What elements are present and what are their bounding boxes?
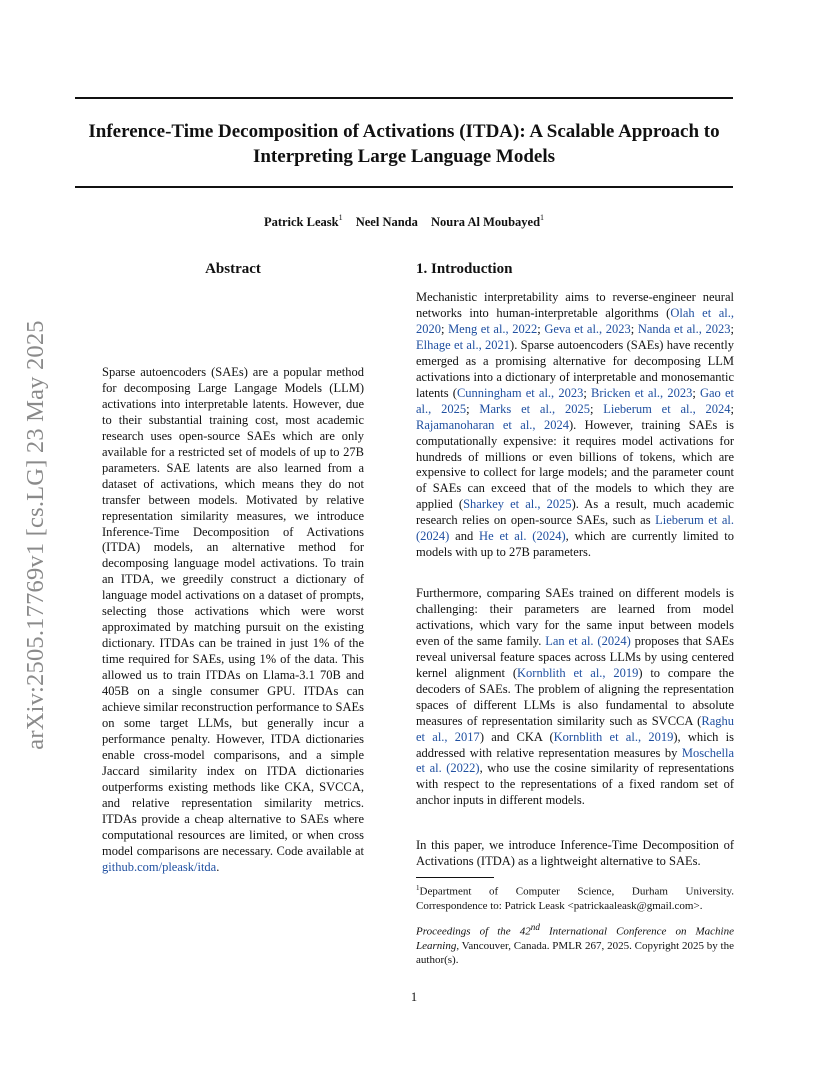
footnote-text: Department of Computer Science, Durham University. Correspondence to: Patrick Leask <patrickaaleask@gmail.com>. — [416, 885, 734, 912]
proceedings-rest: , Vancouver, Canada. PMLR 267, 2025. Copyright 2025 by the author(s). — [416, 939, 734, 966]
citation-link[interactable]: Gao et al., 2025 — [416, 385, 734, 416]
citation-link[interactable]: Cunningham et al., 2023 — [456, 385, 584, 400]
citation-link[interactable]: Moschella et al. (2022) — [416, 745, 734, 776]
paper-title: Inference-Time Decomposition of Activations (ITDA): A Scalable Approach to Interpreting Large Language Models — [88, 121, 720, 167]
title-bottom-rule — [75, 186, 733, 188]
citation-link[interactable]: Olah et al., 2020 — [416, 305, 735, 336]
citation-link[interactable]: Meng et al., 2022 — [448, 321, 538, 336]
arxiv-identifier-text: arXiv:2505.17769v1 [cs.LG] 23 May 2025 — [22, 320, 49, 750]
citation-link[interactable]: Kornblith et al., 2019 — [517, 665, 639, 680]
introduction-heading: 1. Introduction — [416, 261, 513, 277]
citation-link[interactable]: Raghu et al., 2017 — [416, 713, 734, 744]
citation-link[interactable]: Elhage et al., 2021 — [416, 337, 511, 352]
citation-link[interactable]: Kornblith et al., 2019 — [553, 729, 674, 744]
proceedings-italic-b: International Conference on Machine Learning — [416, 925, 734, 952]
citation-link[interactable]: Sharkey et al., 2025 — [463, 497, 572, 512]
proceedings-italic-a: Proceedings of the 42 — [416, 925, 531, 938]
abstract-heading: Abstract — [205, 261, 261, 277]
footnote-rule — [416, 877, 494, 878]
intro-paragraph-2: Furthermore, comparing SAEs trained on different models is challenging: their parameters are learned from model activations, which vary for the same input between models even of the same family. Lan et al. (2024) proposes that SAEs reveal universal feature spaces across LLMs by using centered kernel alignment (Kornblith et al., 2019) to compare the decoders of SAEs. The problem of aligning the representation spaces of different LLMs is also fundamental to absolute measures of representation similarity such as SVCCA (Raghu et al., 2017) and CKA (Kornblith et al., 2019), which is addressed with relative representation measures by Moschella et al. (2022), who use the cosine similarity of representations with respect to the representations of a fixed random set of anchor inputs in different models. — [416, 586, 735, 808]
abstract-end-punctuation: . — [216, 859, 220, 874]
citation-link[interactable]: Marks et al., 2025 — [479, 401, 590, 416]
affiliation-footnote — [416, 881, 734, 913]
citation-link[interactable]: Rajamanoharan et al., 2024 — [416, 417, 569, 432]
abstract-body — [102, 365, 364, 876]
proceedings-superscript: nd — [530, 922, 540, 932]
intro-paragraph-1: Mechanistic interpretability aims to reverse-engineer neural networks into human-interpretable algorithms (Olah et al., 2020; Meng et al., 2022; Geva et al., 2023; Nanda et al., 2023; Elhage et al., 2021). Sparse autoencoders (SAEs) have recently emerged as a promising alternative for decomposing LLM activations into a dictionary of interpretable and monosemantic latents (Cunningham et al., 2023; Bricken et al., 2023; Gao et al., 2025; Marks et al., 2025; Lieberum et al., 2024; Rajamanoharan et al., 2024). However, training SAEs is computationally expensive: it requires model activations for hundreds of millions or even billions of tokens, which are expensive to collect for large models; and the parameter count of SAEs can exceed that of the models to which they are applied (Sharkey et al., 2025). As a result, much academic research relies on open-source SAEs, such as Lieberum et al. (2024) and He et al. (2024), which are currently limited to models with up to 27B parameters. — [416, 290, 735, 560]
author-affiliation-mark: 1 — [338, 213, 343, 222]
code-link[interactable]: github.com/pleask/itda — [102, 859, 217, 874]
author-name: Patrick Leask — [263, 215, 339, 230]
citation-link[interactable]: Geva et al., 2023 — [544, 321, 631, 336]
author-list — [75, 214, 733, 230]
author-name: Neel Nanda — [355, 215, 418, 230]
citation-link[interactable]: Nanda et al., 2023 — [637, 321, 731, 336]
citation-link[interactable]: Lieberum et al., 2024 — [603, 401, 731, 416]
footnote-mark: 1 — [416, 884, 420, 892]
intro-paragraph-3: In this paper, we introduce Inference-Time Decomposition of Activations (ITDA) as a lightweight alternative to SAEs. — [416, 838, 734, 868]
title-top-rule — [75, 97, 733, 99]
citation-link[interactable]: Lieberum et al. (2024) — [416, 513, 734, 544]
citation-link[interactable]: He et al. (2024) — [479, 529, 566, 544]
page-number: 1 — [410, 990, 418, 1004]
citation-link[interactable]: Bricken et al., 2023 — [590, 385, 693, 400]
author-name: Noura Al Moubayed — [431, 215, 541, 230]
author-affiliation-mark: 1 — [540, 213, 545, 222]
citation-link[interactable]: Lan et al. (2024) — [545, 633, 631, 648]
proceedings-notice — [416, 920, 734, 967]
abstract-text: Sparse autoencoders (SAEs) are a popular method for decomposing Large Langage Models (LLM) activations into interpretable latents. However, due to their substantial training cost, most academic research uses open-source SAEs which are only available for a restricted set of models of up to 27B parameters. SAE latents are also learned from a dataset of activations, which means they do not transfer between models. Motivated by relative representation similarity measures, we introduce Inference-Time Decomposition of Activations (ITDA) models, an alternative method for decomposing language model activations. To train an ITDA, we greedily construct a dictionary of language model activations on a dataset of prompts, selecting those activations which were worst approximated by matching pursuit on the existing dictionary. ITDAs can be trained in just 1% of the time required for SAEs, using 1% of the data. This allowed us to train ITDAs on Llama-3.1 70B and 405B on a single consumer GPU. ITDAs can achieve similar reconstruction performance to SAEs on some target LLMs, but generally incur a performance penalty. However, ITDA dictionaries enable cross-model comparisons, and a simple Jaccard similarity index on ITDA dictionaries outperforms existing methods like CKA, SVCCA, and relative representation similarity metrics. ITDAs provide a cheap alternative to SAEs where computational resources are limited, or when cross model comparisons are necessary. Code available at — [102, 365, 364, 858]
